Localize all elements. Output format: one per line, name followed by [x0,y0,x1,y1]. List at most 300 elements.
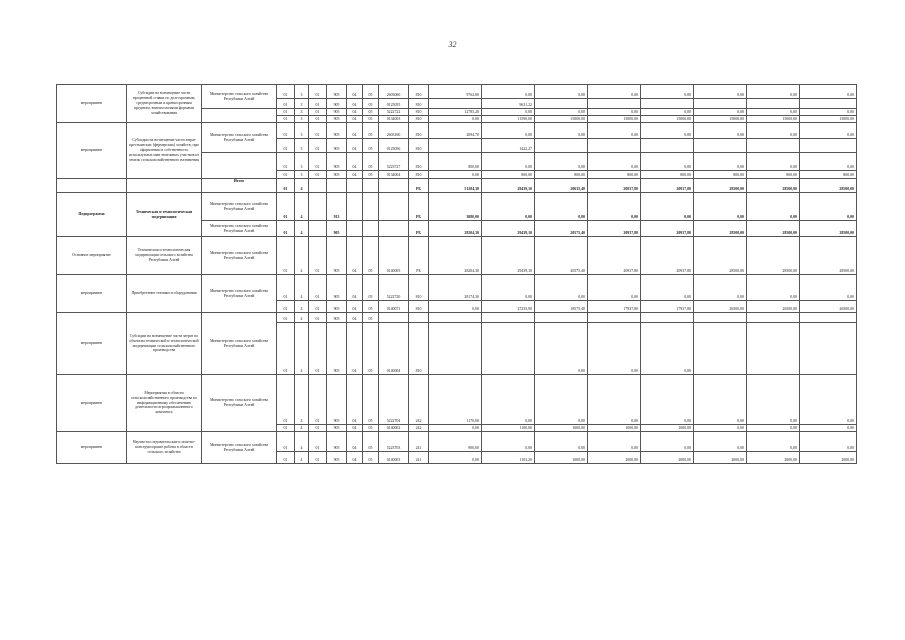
value-cell: 0,00 [535,193,588,221]
code-cell: 0134004 [379,171,409,179]
code-cell: 3 [295,109,309,116]
code-cell: 01 [277,313,295,323]
code-cell [347,221,363,237]
value-cell: 0,00 [694,432,747,452]
value-cell: 0,00 [429,301,482,313]
value-cell: 28500,00 [694,221,747,237]
code-cell: 905 [327,323,347,375]
code-cell: 01 [277,179,295,193]
code-cell: 2603060 [379,85,409,99]
code-cell: 905 [327,99,347,109]
code-cell: 05 [363,237,379,275]
code-cell: 05 [363,323,379,375]
value-cell: 2000,00 [641,452,694,464]
row-executor: Министерство сельского хозяйства Республики Алтай [202,237,277,275]
code-cell: 810 [409,109,429,116]
code-cell: 3 [295,116,309,123]
code-cell: 05 [363,116,379,123]
value-cell: 15000,00 [641,116,694,123]
code-cell: 01 [309,237,327,275]
row-name: Субсидии на возмещение части затрат по объектам технической и технологической модернизации сельскохозяйственного производства [127,313,202,375]
value-cell: 0,00 [429,452,482,464]
code-cell: 04 [347,323,363,375]
code-cell [327,179,347,193]
code-cell: 5222704 [379,375,409,425]
value-cell [641,313,694,323]
code-cell: 04 [347,313,363,323]
code-cell: 905 [327,301,347,313]
code-cell [347,193,363,221]
row-type: мероприятие [57,375,127,432]
value-cell: 0,00 [694,85,747,99]
code-cell: 3 [295,171,309,179]
code-cell: 04 [347,109,363,116]
value-cell: 28500,00 [747,237,800,275]
code-cell: 01 [277,425,295,432]
value-cell: 0,00 [482,123,535,139]
code-cell: 4 [295,179,309,193]
value-cell: 0,00 [641,323,694,375]
value-cell: 0,00 [747,123,800,139]
value-cell: 0,00 [588,275,641,301]
row-name: Техническая и технологическая модернизация сельского хозяйства Республики Алтай [127,237,202,275]
code-cell: 01 [309,313,327,323]
value-cell: 20937,80 [588,179,641,193]
code-cell: 905 [327,425,347,432]
table-row [57,432,857,452]
value-cell: 2000,00 [694,452,747,464]
code-cell: 810 [409,123,429,139]
code-cell: 04 [347,301,363,313]
code-cell: 3 [295,99,309,109]
code-cell: 01 [309,301,327,313]
value-cell: 1000,00 [641,425,694,432]
code-cell: 01 [277,221,295,237]
code-cell: 01 [277,432,295,452]
value-cell: 28500,00 [747,179,800,193]
value-cell [800,323,857,375]
code-cell: 3 [295,123,309,139]
code-cell: 04 [347,171,363,179]
value-cell [800,99,857,109]
code-cell: 905 [327,116,347,123]
value-cell: 28204,30 [429,237,482,275]
table-row [57,275,857,301]
value-cell: 0,00 [535,432,588,452]
value-cell: 0,00 [641,432,694,452]
code-cell: 810 [409,116,429,123]
code-cell: 5223727 [379,153,409,171]
code-cell: 04 [347,123,363,139]
code-cell [309,179,327,193]
value-cell: 0,00 [482,109,535,116]
code-cell: 0125055 [379,99,409,109]
code-cell: 810 [409,99,429,109]
code-cell: 01 [309,425,327,432]
row-type: мероприятие [57,313,127,375]
code-cell: 04 [347,139,363,153]
value-cell: 20575,40 [535,221,588,237]
value-cell: 0,00 [641,109,694,116]
code-cell: 04 [347,432,363,452]
value-cell: 800,00 [535,171,588,179]
code-cell: 3 [295,153,309,171]
code-cell [363,179,379,193]
table-row [57,375,857,425]
code-cell: 05 [363,301,379,313]
code-cell: 0140071 [379,301,409,313]
value-cell: 26500,00 [694,301,747,313]
row-type: мероприятие [57,123,127,179]
value-cell: 0,00 [800,425,857,432]
code-cell [379,193,409,221]
code-cell: 810 [409,85,429,99]
value-cell: 0,00 [588,193,641,221]
code-cell: 905 [327,85,347,99]
value-cell: 29439,10 [482,221,535,237]
code-cell [379,179,409,193]
value-cell: 15000,00 [588,116,641,123]
value-cell: 0,00 [747,375,800,425]
empty-cell [127,179,202,193]
code-cell: 05 [363,425,379,432]
value-cell: 0,00 [482,432,535,452]
code-cell: 905 [327,153,347,171]
code-cell: РБ [409,221,429,237]
row-name: Субсидии на возмещение части затрат крестьянских (фермерских) хозяйств, при оформлении в собственность используемых ими земельных участков из земель сельскохозяйственного назначения [127,123,202,179]
value-cell: 0,00 [535,123,588,139]
code-cell: 905 [327,275,347,301]
value-cell [641,139,694,153]
row-name: Субсидии на возмещение части процентной ставки по долгосрочным, среднесрочным и краткосрочным кредитам, взятым малыми формами хозяйствования [127,85,202,123]
value-cell [429,99,482,109]
value-cell [694,139,747,153]
code-cell: 242 [409,375,429,425]
value-cell: 28500,00 [800,179,857,193]
code-cell: 810 [409,301,429,313]
code-cell: 810 [409,153,429,171]
row-type: мероприятие [57,432,127,464]
row-type: мероприятие [57,85,127,123]
value-cell: 2000,00 [800,452,857,464]
code-cell: 01 [277,85,295,99]
value-cell: 900,00 [429,432,482,452]
code-cell: 05 [363,85,379,99]
subprogram-name: Техническая и технологическая модернизация [127,193,202,237]
code-cell: 01 [277,153,295,171]
code-cell: 04 [347,375,363,425]
value-cell: 800,00 [588,171,641,179]
value-cell: 800,00 [694,171,747,179]
row-executor: Министерство сельского хозяйства Республики Алтай [202,313,277,375]
value-cell [535,139,588,153]
value-cell [535,313,588,323]
code-cell: 5223703 [379,432,409,452]
code-cell: 0134003 [379,116,409,123]
code-cell: 905 [327,313,347,323]
code-cell: 05 [363,153,379,171]
code-cell [309,193,327,221]
value-cell [641,99,694,109]
value-cell: 1103,20 [482,452,535,464]
code-cell: 241 [409,452,429,464]
code-cell: 5222722 [379,109,409,116]
code-cell: 01 [277,275,295,301]
value-cell: 28204,30 [429,221,482,237]
row-executor: Министерство сельского хозяйства Республики Алтай [202,275,277,313]
code-cell: 01 [309,432,327,452]
subprogram-type: Подпрограмма [57,193,127,237]
value-cell [800,313,857,323]
value-cell: 0,00 [641,193,694,221]
code-cell: 04 [347,116,363,123]
value-cell: 800,00 [800,171,857,179]
value-cell: 0,00 [694,425,747,432]
value-cell: 20937,80 [641,237,694,275]
code-cell: 0125056 [379,139,409,153]
code-cell: 01 [277,109,295,116]
code-cell: 4 [295,452,309,464]
value-cell [800,139,857,153]
code-cell: 2603160 [379,123,409,139]
value-cell [429,313,482,323]
code-cell [347,179,363,193]
code-cell [409,313,429,323]
table-row [57,85,857,99]
value-cell: 0,00 [747,109,800,116]
code-cell: 241 [409,432,429,452]
code-cell: 810 [409,323,429,375]
value-cell: 9631,22 [482,99,535,109]
value-cell: 1000,00 [535,425,588,432]
row-executor-empty [202,109,277,123]
value-cell [588,99,641,109]
code-cell: 01 [309,85,327,99]
code-cell: 4 [295,313,309,323]
main-event-row [57,237,857,275]
value-cell: 1000,00 [535,452,588,464]
value-cell: 20575,40 [535,237,588,275]
value-cell [588,139,641,153]
value-cell [588,313,641,323]
value-cell: 20937,80 [641,221,694,237]
value-cell: 1422,27 [482,139,535,153]
value-cell: 0,00 [588,432,641,452]
value-cell: 0,00 [694,123,747,139]
code-cell: 05 [363,123,379,139]
code-cell: 01 [277,193,295,221]
code-cell: 01 [277,375,295,425]
value-cell [482,323,535,375]
value-cell: 0,00 [694,153,747,171]
code-cell: 05 [363,375,379,425]
page-number: 32 [448,40,457,49]
value-cell: 0,00 [482,193,535,221]
value-cell: 28174,30 [429,275,482,301]
value-cell: 1170,00 [429,375,482,425]
value-cell: 26500,00 [800,301,857,313]
value-cell: 29439,10 [482,179,535,193]
code-cell: 01 [309,275,327,301]
code-cell: 04 [347,237,363,275]
code-cell: 4 [295,375,309,425]
value-cell: 0,00 [588,85,641,99]
row-type: мероприятие [57,275,127,313]
code-cell [379,313,409,323]
code-cell: 810 [409,171,429,179]
code-cell: 905 [327,171,347,179]
row-name: Мероприятия в области сельскохозяйственного производства по информационному обеспечению деятельности агропромышленного комплекса [127,375,202,432]
code-cell: 01 [277,323,295,375]
value-cell: 15000,00 [747,116,800,123]
value-cell: 1100,00 [482,425,535,432]
value-cell: 12785,20 [429,109,482,116]
value-cell [747,313,800,323]
value-cell: 0,00 [429,425,482,432]
row-type: Основное мероприятие [57,237,127,275]
code-cell: 01 [277,99,295,109]
value-cell: 0,00 [800,85,857,99]
value-cell: 0,00 [747,153,800,171]
value-cell: 15000,00 [800,116,857,123]
row-executor: Министерство сельского хозяйства Республики Алтай [202,221,277,237]
code-cell: 01 [309,139,327,153]
value-cell: 15000,00 [694,116,747,123]
value-cell: 0,00 [800,123,857,139]
code-cell: 905 [327,109,347,116]
code-cell: 04 [347,425,363,432]
code-cell: 912 [327,193,347,221]
code-cell: 4 [295,275,309,301]
value-cell: 0,00 [641,123,694,139]
value-cell: 17937,80 [641,301,694,313]
table-row [57,313,857,323]
code-cell: 05 [363,171,379,179]
value-cell: 0,00 [747,85,800,99]
value-cell: 0,00 [535,275,588,301]
value-cell: 800,00 [429,153,482,171]
value-cell: 9762,00 [429,85,482,99]
value-cell [429,139,482,153]
value-cell: 0,00 [482,153,535,171]
code-cell: 4 [295,432,309,452]
value-cell [535,99,588,109]
value-cell: 2000,00 [747,452,800,464]
empty-cell [57,179,127,193]
value-cell: 28500,00 [747,221,800,237]
code-cell: 01 [309,109,327,116]
value-cell: 0,00 [641,85,694,99]
value-cell: 20937,80 [641,179,694,193]
code-cell: 01 [277,123,295,139]
value-cell [694,323,747,375]
code-cell: 05 [363,432,379,452]
code-cell: 01 [309,375,327,425]
value-cell: 0,00 [588,153,641,171]
code-cell: 01 [309,323,327,375]
value-cell: 3080,00 [429,193,482,221]
table-row [57,123,857,139]
value-cell: 28500,00 [694,237,747,275]
code-cell: 01 [309,123,327,139]
value-cell: 0,00 [482,85,535,99]
value-cell: 0,00 [641,275,694,301]
value-cell: 20937,80 [588,237,641,275]
code-cell: 05 [363,452,379,464]
value-cell: 0,00 [800,193,857,221]
value-cell: 0,00 [535,323,588,375]
code-cell: 810 [409,139,429,153]
row-executor: Министерство сельского хозяйства Республики Алтай [202,193,277,221]
value-cell: 20937,80 [588,221,641,237]
value-cell: 28500,00 [800,237,857,275]
value-cell: 0,00 [588,375,641,425]
value-cell [747,323,800,375]
value-cell: 0,00 [694,375,747,425]
row-name: Научно-исследовательские и опытно-конструкторские работы в области сельского хозяйства [127,432,202,464]
code-cell: 0140004 [379,323,409,375]
row-executor: Министерство сельского хозяйства Республики Алтай [202,375,277,432]
value-cell: 0,00 [641,153,694,171]
code-cell: 4 [295,323,309,375]
total-row [57,179,857,193]
code-cell: 3 [295,139,309,153]
code-cell: РБ [409,179,429,193]
value-cell: 0,00 [800,432,857,452]
code-cell: 04 [347,99,363,109]
code-cell: 01 [277,452,295,464]
code-cell: 05 [363,99,379,109]
value-cell [482,313,535,323]
value-cell: 0,00 [747,193,800,221]
value-cell: 51284,30 [429,179,482,193]
value-cell: 0,00 [800,275,857,301]
value-cell: 29439,10 [482,237,535,275]
value-cell: 0,00 [588,109,641,116]
value-cell: 0,00 [694,275,747,301]
code-cell: 01 [309,153,327,171]
code-cell: 0140003 [379,452,409,464]
code-cell [363,193,379,221]
value-cell: 0,00 [588,123,641,139]
code-cell: 01 [277,139,295,153]
code-cell: РБ [409,193,429,221]
code-cell: 05 [363,139,379,153]
value-cell: 0,00 [800,109,857,116]
code-cell: 4 [295,301,309,313]
value-cell: 18575,40 [535,301,588,313]
value-cell: 28500,00 [800,221,857,237]
value-cell: 26500,00 [747,301,800,313]
value-cell: 2000,00 [588,452,641,464]
code-cell [309,221,327,237]
code-cell: 905 [327,139,347,153]
code-cell: 4 [295,425,309,432]
value-cell [694,313,747,323]
value-cell: 0,00 [535,109,588,116]
code-cell: 5222720 [379,275,409,301]
value-cell: 0,00 [482,375,535,425]
code-cell: 04 [347,452,363,464]
code-cell: 905 [327,237,347,275]
value-cell: 2094,70 [429,123,482,139]
value-cell: 0,00 [641,375,694,425]
code-cell: 810 [409,275,429,301]
code-cell: 01 [309,171,327,179]
code-cell: 01 [277,301,295,313]
row-executor: Министерство сельского хозяйства Республики Алтай [202,123,277,153]
row-executor: Министерство сельского хозяйства Республики Алтай [202,432,277,464]
